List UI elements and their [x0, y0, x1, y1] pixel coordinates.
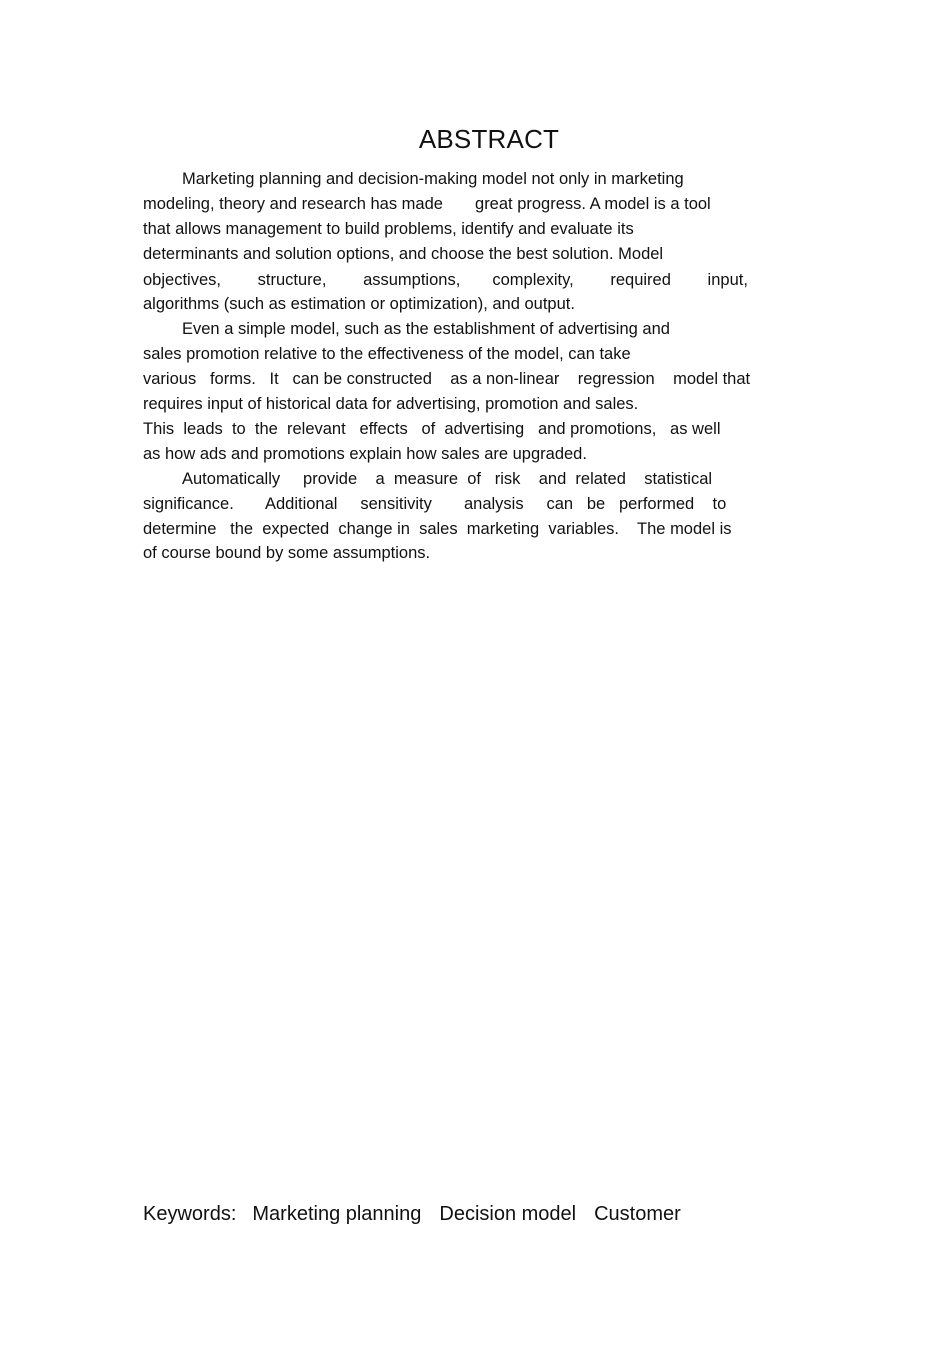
- paragraph2-line-4: requires input of historical data for advertising, promotion and sales.: [143, 395, 639, 413]
- paragraph2-line-2: sales promotion relative to the effectiveness of the model, can take: [143, 345, 631, 363]
- paragraph3-line-4: of course bound by some assumptions.: [143, 544, 431, 562]
- paragraph1-line-3: that allows management to build problems, identify and evaluate its: [143, 220, 634, 238]
- paragraph2-line-5: This leads to the relevant effects of advertising and promotions, as well: [143, 420, 721, 438]
- paragraph2-line-6: as how ads and promotions explain how sales are upgraded.: [143, 445, 587, 463]
- paragraph1-line-6: algorithms (such as estimation or optimization), and output.: [143, 295, 575, 313]
- keywords-label: Keywords:: [143, 1203, 237, 1225]
- paragraph1-line-5: objectives, structure, assumptions, complexity, required input,: [143, 271, 748, 289]
- keyword-item: Decision model: [439, 1203, 577, 1225]
- paragraph1-line-4: determinants and solution options, and choose the best solution. Model: [143, 245, 664, 263]
- keywords-line: [143, 1203, 681, 1226]
- paragraph2-line-3: various forms. It can be constructed as a non-linear regression model that: [143, 370, 751, 388]
- keyword-item: Marketing planning: [252, 1203, 422, 1225]
- abstract-title: ABSTRACT: [418, 124, 560, 154]
- paragraph3-line-2: significance. Additional sensitivity analysis can be performed to: [143, 495, 727, 513]
- paragraph2-line-1: Even a simple model, such as the establishment of advertising and: [182, 320, 670, 338]
- paragraph1-line-1: Marketing planning and decision-making model not only in marketing: [182, 170, 684, 188]
- keyword-item: Customer: [594, 1203, 681, 1225]
- paragraph1-line-2: modeling, theory and research has made great progress. A model is a tool: [143, 195, 711, 213]
- paragraph3-line-1: Automatically provide a measure of risk and related statistical: [182, 470, 713, 488]
- paragraph3-line-3: determine the expected change in sales marketing variables. The model is: [143, 520, 732, 538]
